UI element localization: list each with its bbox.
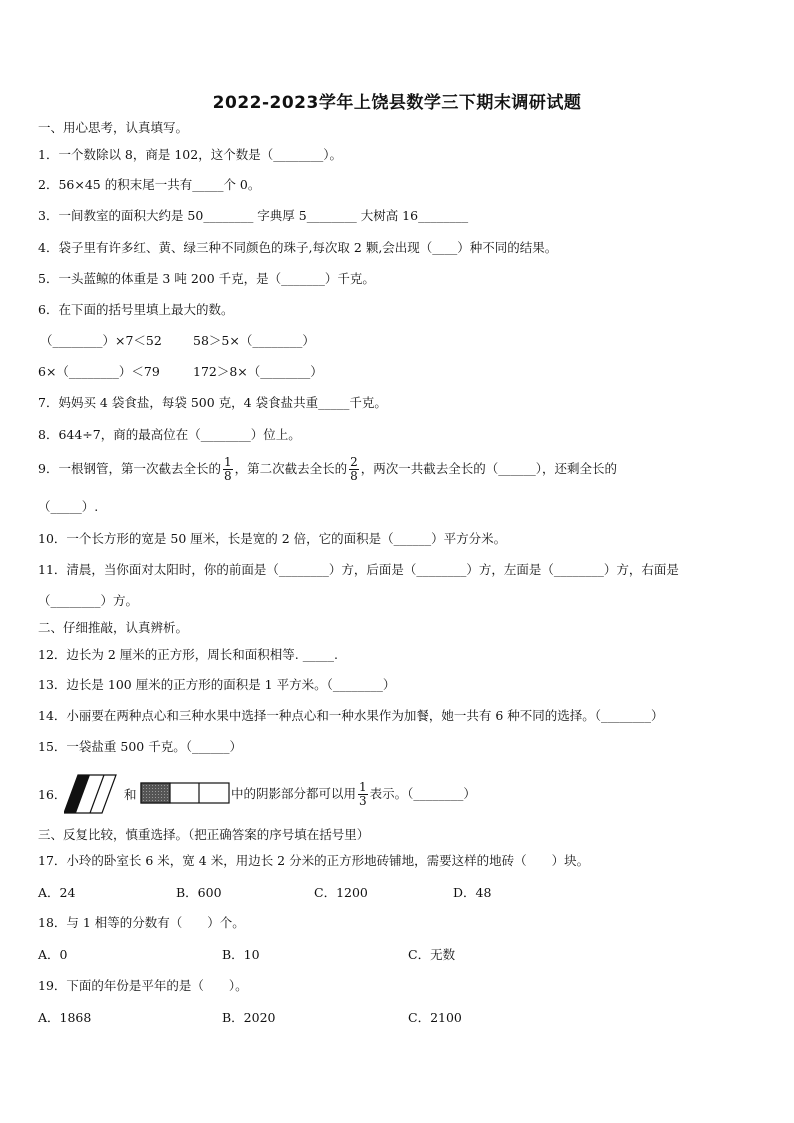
question-9-text-1: 9．一根钢管，第一次截去全长的 bbox=[38, 461, 221, 476]
question-17-option-c: C．1200 bbox=[314, 885, 368, 900]
fraction-numerator: 1 bbox=[359, 780, 367, 794]
fraction-numerator: 1 bbox=[223, 455, 232, 469]
question-11-continued: （________）方。 bbox=[38, 593, 139, 608]
question-6-item-c: 6×（________）＜79 bbox=[38, 364, 160, 379]
question-6-item-d: 172＞8×（________） bbox=[193, 364, 323, 379]
question-12: 12．边长为 2 厘米的正方形，周长和面积相等. _____. bbox=[38, 647, 338, 662]
question-18-option-c: C．无数 bbox=[408, 947, 456, 962]
question-7: 7．妈妈买 4 袋食盐，每袋 500 克，4 袋食盐共重_____千克。 bbox=[38, 395, 387, 410]
question-10: 10．一个长方形的宽是 50 厘米，长是宽的 2 倍，它的面积是（______）平方分米。 bbox=[38, 531, 507, 546]
section-3-heading: 三、反复比较，慎重选择。（把正确答案的序号填在括号里） bbox=[38, 827, 370, 842]
question-15: 15．一袋盐重 500 千克。（______） bbox=[38, 739, 242, 754]
question-4: 4．袋子里有许多红、黄、绿三种不同颜色的珠子,每次取 2 颗,会出现（____）种不同的结果。 bbox=[38, 240, 558, 255]
question-14: 14．小丽要在两种点心和三种水果中选择一种点心和一种水果作为加餐，她一共有 6 种不同的选择。（________） bbox=[38, 708, 664, 723]
question-6-item-a: （________）×7＜52 bbox=[40, 333, 162, 348]
fraction-denominator: 8 bbox=[350, 469, 358, 483]
question-17-option-b: B．600 bbox=[176, 885, 222, 900]
parallelogram-figure bbox=[64, 773, 124, 815]
fraction-one-third bbox=[358, 781, 368, 808]
question-9-text-3: ，两次一共截去全长的（______），还剩全长的 bbox=[360, 461, 618, 476]
question-17-option-a: A．24 bbox=[38, 885, 76, 900]
fraction-numerator: 2 bbox=[350, 455, 358, 469]
question-18: 18．与 1 相等的分数有（ ）个。 bbox=[38, 915, 245, 930]
fraction-one-eighth bbox=[223, 456, 233, 483]
question-1: 1．一个数除以 8，商是 102，这个数是（________）。 bbox=[38, 147, 342, 162]
section-1-heading: 一、用心思考，认真填写。 bbox=[38, 120, 189, 135]
question-19-option-c: C．2100 bbox=[408, 1010, 462, 1025]
question-16-and: 和 bbox=[124, 787, 137, 802]
rectangle-figure bbox=[140, 782, 230, 804]
question-3: 3．一间教室的面积大约是 50________ 字典厚 5________ 大树高 16________ bbox=[38, 208, 469, 223]
question-6-item-b: 58＞5×（________） bbox=[193, 333, 315, 348]
question-11: 11．清晨，当你面对太阳时，你的前面是（________）方，后面是（________）方，左面是（________）方，右面是 bbox=[38, 562, 679, 577]
question-18-option-a: A．0 bbox=[38, 947, 68, 962]
question-16-text-1: 中的阴影部分都可以用 bbox=[231, 786, 357, 801]
fraction-denominator: 8 bbox=[223, 469, 232, 483]
question-9-text-2: ，第二次截去全长的 bbox=[234, 461, 348, 476]
question-5: 5．一头蓝鲸的体重是 3 吨 200 千克，是（_______）千克。 bbox=[38, 271, 375, 286]
question-17-option-d: D．48 bbox=[453, 885, 492, 900]
question-13: 13．边长是 100 厘米的正方形的面积是 1 平方米。（________） bbox=[38, 677, 396, 692]
question-19-option-b: B．2020 bbox=[222, 1010, 276, 1025]
question-18-option-b: B．10 bbox=[222, 947, 260, 962]
question-16-label: 16． bbox=[38, 787, 67, 802]
question-17: 17．小玲的卧室长 6 米，宽 4 米，用边长 2 分米的正方形地砖铺地，需要这样的地砖（ ）块。 bbox=[38, 853, 590, 868]
rectangle-shaded-part bbox=[141, 783, 170, 803]
fraction-two-eighths bbox=[349, 456, 359, 483]
question-9-continued: （_____）. bbox=[38, 499, 99, 514]
fraction-denominator: 3 bbox=[359, 794, 367, 808]
question-19-option-a: A．1868 bbox=[38, 1010, 92, 1025]
section-2-heading: 二、仔细推敲，认真辨析。 bbox=[38, 620, 189, 635]
question-2: 2．56×45 的积末尾一共有_____个 0。 bbox=[38, 177, 261, 192]
question-6: 6．在下面的括号里填上最大的数。 bbox=[38, 302, 234, 317]
question-16-text-2: 表示。（________） bbox=[369, 786, 476, 801]
question-9 bbox=[38, 453, 617, 485]
question-16-text bbox=[231, 777, 476, 811]
page-title: 2022-2023学年上饶县数学三下期末调研试题 bbox=[212, 93, 582, 113]
question-8: 8．644÷7，商的最高位在（________）位上。 bbox=[38, 427, 301, 442]
question-19: 19．下面的年份是平年的是（ ）。 bbox=[38, 978, 248, 993]
